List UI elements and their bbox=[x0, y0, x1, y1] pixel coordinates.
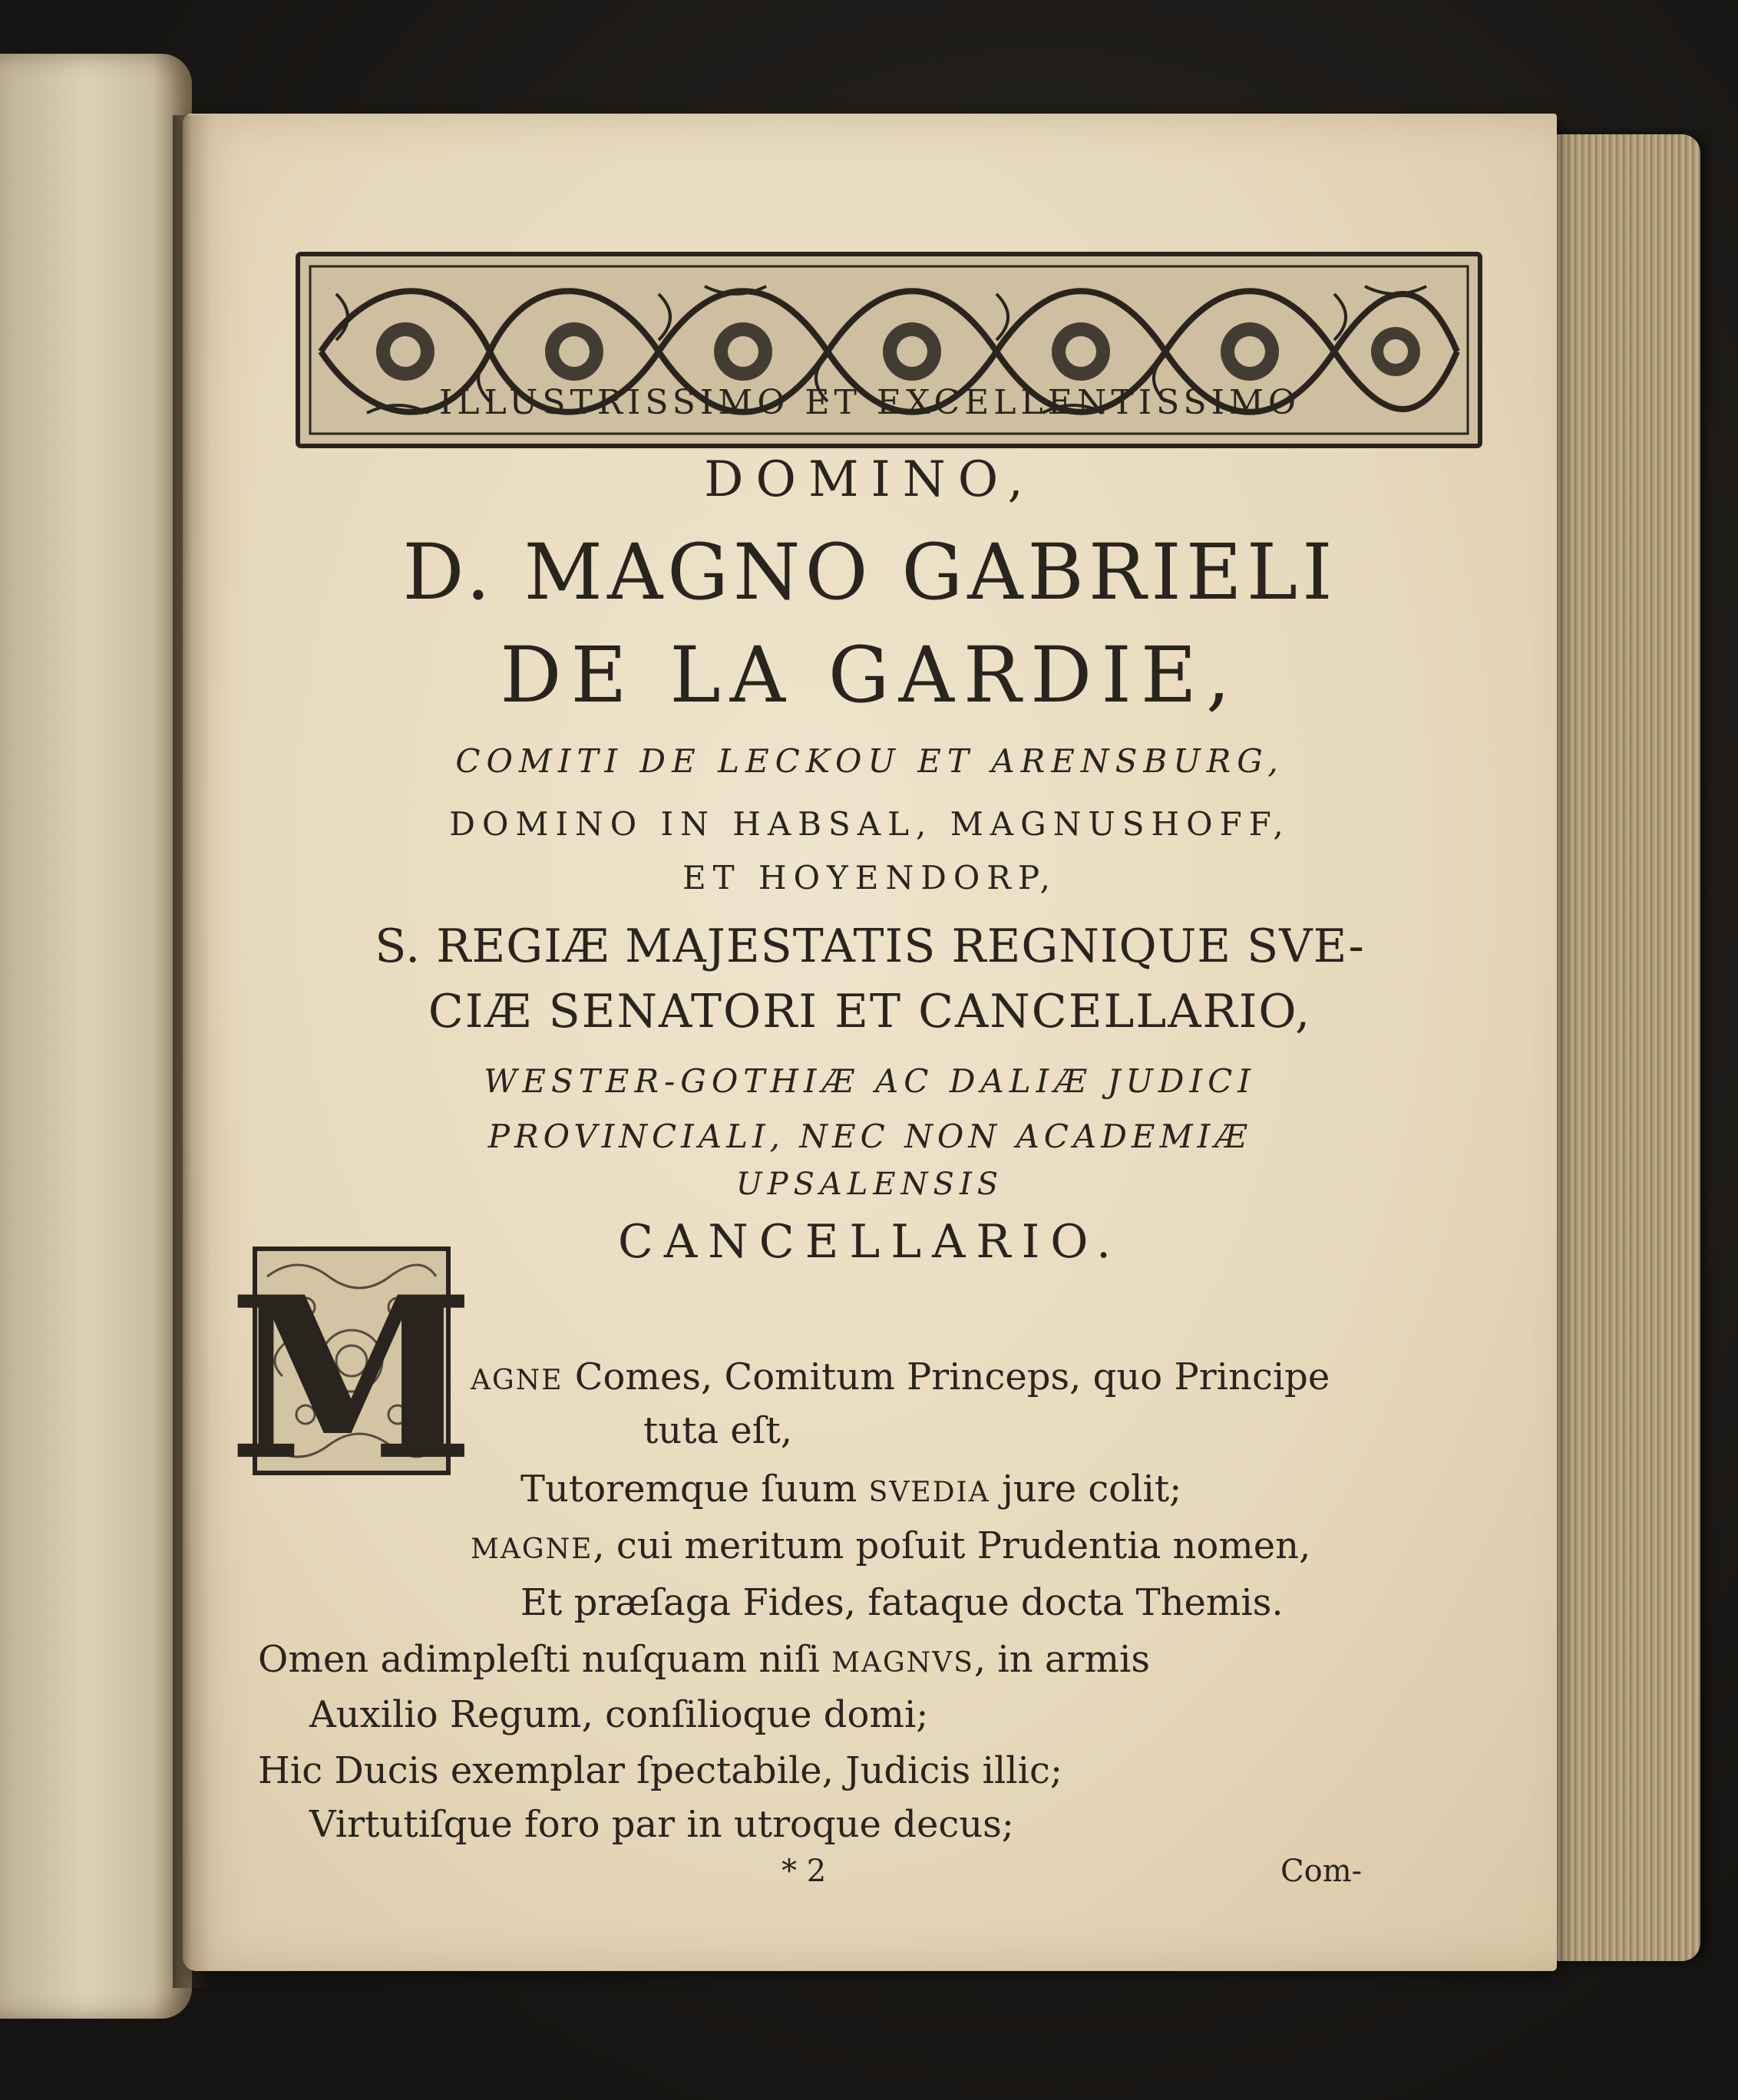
drop-cap-ornament bbox=[228, 1246, 475, 1510]
poem-line-6-post: , in armis bbox=[973, 1638, 1150, 1681]
dedication-line-1: ILLUSTRISSIMO ET EXCELLENTISSIMO bbox=[438, 383, 1301, 422]
dedication-line-3: D. MAGNO GABRIELI bbox=[402, 527, 1337, 617]
dedication-line-7: ET HOYENDORP, bbox=[682, 859, 1058, 896]
drop-cap-m bbox=[228, 1246, 475, 1510]
poem-line-9: Virtutiſque foro par in utroque decus; bbox=[309, 1803, 1014, 1846]
poem-line-4 bbox=[471, 1524, 1311, 1567]
poem-line-3-smallcaps: SVEDIA bbox=[868, 1477, 990, 1508]
book-gutter-shadow bbox=[173, 115, 211, 1988]
poem-line-5: Et præſaga Fides, fataque docta Themis. bbox=[520, 1581, 1284, 1624]
dedication-line-4: DE LA GARDIE, bbox=[500, 630, 1240, 720]
dedication-line-10: WESTER-GOTHIÆ AC DALIÆ JUDICI bbox=[484, 1062, 1256, 1100]
poem-line-8: Hic Ducis exemplar ſpectabile, Judicis illic; bbox=[258, 1749, 1063, 1792]
poem-line-7: Auxilio Regum, conſilioque domi; bbox=[309, 1693, 929, 1736]
dedication-line-6: DOMINO IN HABSAL, MAGNUSHOFF, bbox=[449, 805, 1290, 843]
ornamental-headpiece bbox=[290, 248, 1488, 455]
page-edges bbox=[1543, 134, 1700, 1961]
dedication-line-2: DOMINO, bbox=[704, 451, 1036, 508]
poem-line-6 bbox=[258, 1638, 1150, 1681]
catchword: Com- bbox=[1280, 1854, 1363, 1889]
poem-line-1 bbox=[471, 1355, 1330, 1398]
poem-line-1-smallcaps: AGNE bbox=[471, 1365, 563, 1396]
poem-line-4-smallcaps: MAGNE bbox=[471, 1534, 593, 1565]
dedication-line-9: CIÆ SENATORI ET CANCELLARIO, bbox=[428, 985, 1312, 1038]
drop-cap-letter: M bbox=[228, 1249, 475, 1510]
signature-mark: * 2 bbox=[781, 1854, 827, 1889]
dedication-line-5: COMITI DE LECKOU ET ARENSBURG, bbox=[455, 742, 1284, 780]
poem-line-3-post: jure colit; bbox=[990, 1468, 1182, 1511]
dedication-line-8: S. REGIÆ MAJESTATIS REGNIQUE SVE- bbox=[375, 920, 1365, 973]
poem-line-4-text: , cui meritum poſuit Prudentia nomen, bbox=[593, 1524, 1311, 1567]
dedication-line-13: CANCELLARIO. bbox=[617, 1215, 1122, 1269]
poem-line-6-pre: Omen adimpleſti nuſquam niſi bbox=[258, 1638, 832, 1681]
poem-line-3 bbox=[520, 1468, 1182, 1511]
book-page bbox=[183, 114, 1557, 1971]
poem-line-3-pre: Tutoremque ſuum bbox=[520, 1468, 869, 1511]
poem-line-2: tuta eſt, bbox=[643, 1409, 793, 1452]
dedication-line-12: UPSALENSIS bbox=[735, 1167, 1004, 1202]
facing-left-page bbox=[0, 54, 192, 2019]
poem-line-1-text: Comes, Comitum Princeps, quo Principe bbox=[563, 1355, 1330, 1398]
dedication-line-11: PROVINCIALI, NEC NON ACADEMIÆ bbox=[487, 1118, 1252, 1155]
poem-line-6-smallcaps: MAGNVS bbox=[831, 1647, 974, 1679]
